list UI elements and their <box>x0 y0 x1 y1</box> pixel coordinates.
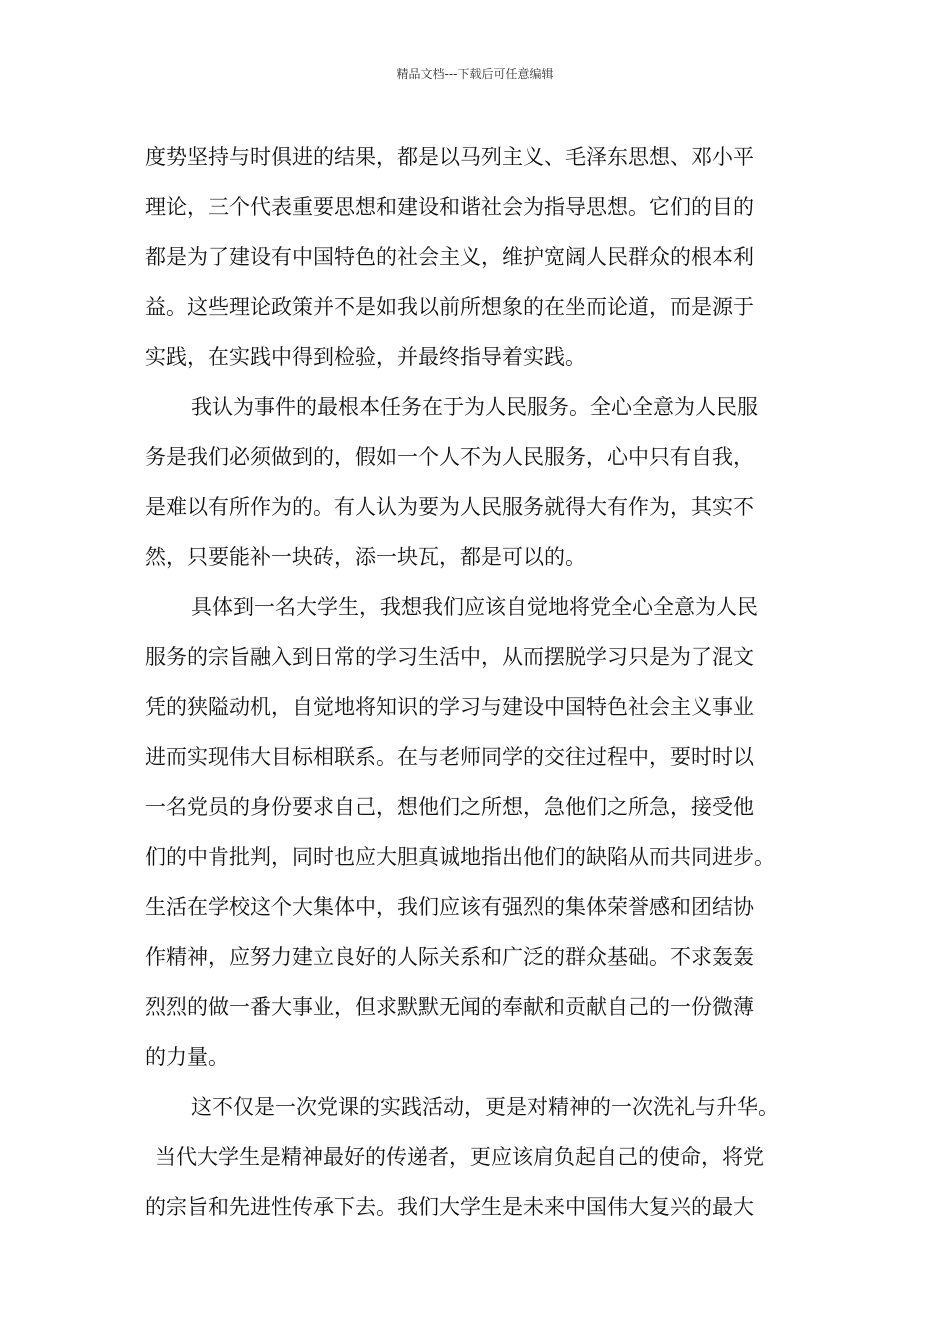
text-line: 凭的狭隘动机，自觉地将知识的学习与建设中国特色社会主义事业 <box>145 695 754 719</box>
text-line: 的宗旨和先进性传承下去。我们大学生是未来中国伟大复兴的最大 <box>145 1195 754 1219</box>
text-line: 服务的宗旨融入到日常的学习生活中，从而摆脱学习只是为了混文 <box>145 645 754 669</box>
text-line: 一名党员的身份要求自己，想他们之所想，急他们之所急，接受他 <box>145 795 754 819</box>
text-line: 的力量。 <box>145 1045 229 1069</box>
text-line: 都是为了建设有中国特色的社会主义，维护宽阔人民群众的根本利 <box>145 245 754 269</box>
text-line: 理论，三个代表重要思想和建设和谐社会为指导思想。它们的目的 <box>145 195 754 219</box>
text-line: 进而实现伟大目标相联系。在与老师同学的交往过程中，要时时以 <box>145 745 754 769</box>
text-line: 实践，在实践中得到检验，并最终指导着实践。 <box>145 345 586 369</box>
text-line: 是难以有所作为的。有人认为要为人民服务就得大有作为，其实不 <box>145 495 754 519</box>
text-line: 益。这些理论政策并不是如我以前所想象的在坐而论道，而是源于 <box>145 295 754 319</box>
text-line: 这不仅是一次党课的实践活动，更是对精神的一次洗礼与升华。 <box>191 1095 779 1119</box>
text-line: 我认为事件的最根本任务在于为人民服务。全心全意为人民服 <box>191 395 758 419</box>
page-header: 精品文档---下载后可任意编辑 <box>396 67 554 81</box>
text-line: 烈烈的做一番大事业，但求默默无闻的奉献和贡献自己的一份微薄 <box>145 995 754 1019</box>
text-line: 然，只要能补一块砖，添一块瓦，都是可以的。 <box>145 545 586 569</box>
text-line: 当代大学生是精神最好的传递者，更应该肩负起自己的使命，将党 <box>155 1145 764 1169</box>
document-body <box>145 132 809 1232</box>
text-line: 们的中肯批判，同时也应大胆真诚地指出他们的缺陷从而共同进步。 <box>145 845 775 869</box>
text-line: 作精神，应努力建立良好的人际关系和广泛的群众基础。不求轰轰 <box>145 945 754 969</box>
text-line: 具体到一名大学生，我想我们应该自觉地将党全心全意为人民 <box>191 595 758 619</box>
text-line: 生活在学校这个大集体中，我们应该有强烈的集体荣誉感和团结协 <box>145 895 754 919</box>
text-line: 务是我们必须做到的，假如一个人不为人民服务，心中只有自我， <box>145 445 754 469</box>
text-line: 度势坚持与时俱进的结果，都是以马列主义、毛泽东思想、邓小平 <box>145 145 754 169</box>
